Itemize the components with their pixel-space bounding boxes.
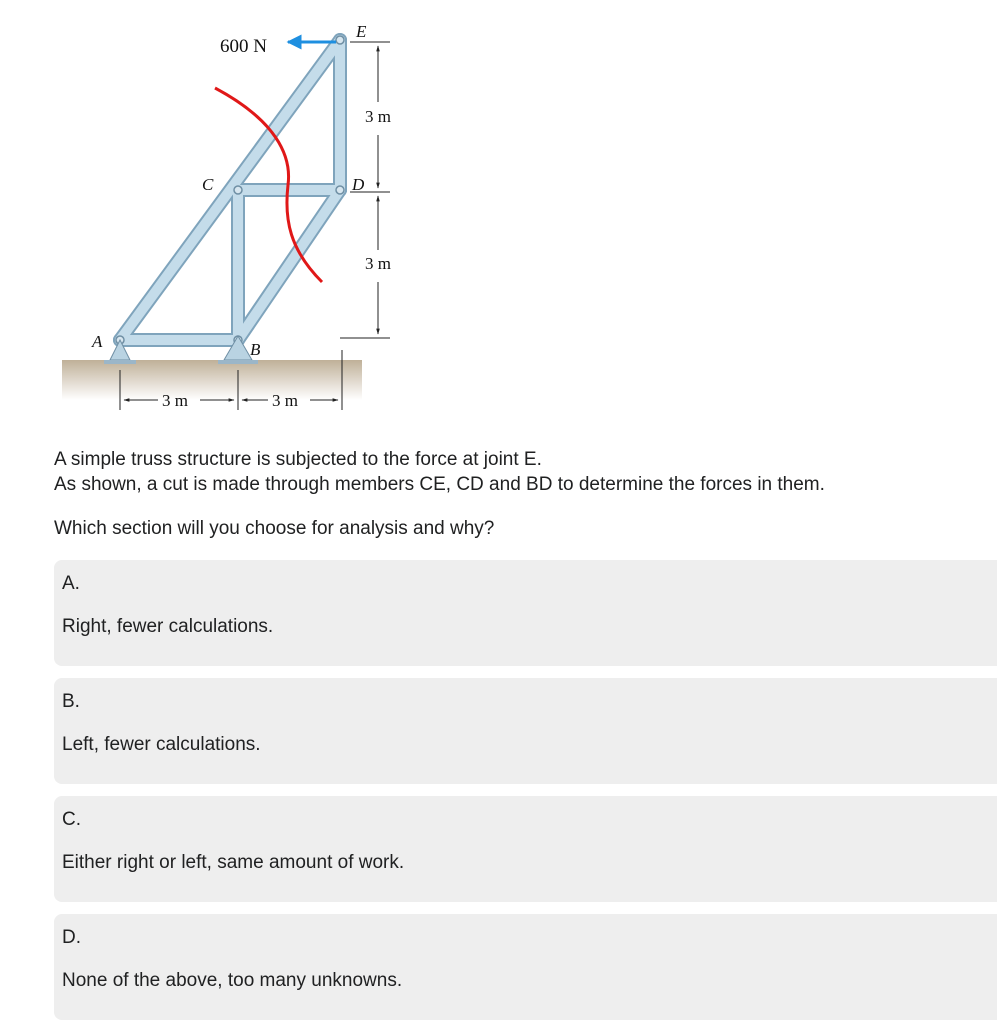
option-a[interactable] [54, 560, 997, 666]
vertical-dimension [340, 42, 390, 338]
option-c[interactable] [54, 796, 997, 902]
dimension-label-vertical-top: 3 m [365, 107, 391, 126]
ground [62, 360, 362, 400]
question-prompt: Which section will you choose for analysis and why? [54, 518, 495, 539]
option-b-letter: B. [62, 691, 80, 712]
truss-figure [60, 10, 420, 430]
force-label: 600 N [220, 36, 267, 57]
question-line-2: As shown, a cut is made through members CE, CD and BD to determine the forces in them. [54, 474, 825, 495]
option-a-text: Right, fewer calculations. [62, 616, 274, 637]
joint-label-b: B [250, 340, 261, 359]
answer-options [54, 560, 997, 1032]
question-line-1: A simple truss structure is subjected to the force at joint E. [54, 449, 542, 470]
dimension-label-horizontal-right: 3 m [272, 391, 298, 410]
option-d-letter: D. [62, 927, 81, 948]
option-d-text: None of the above, too many unknowns. [62, 970, 403, 991]
option-c-letter: C. [62, 809, 81, 830]
option-b[interactable] [54, 678, 997, 784]
option-b-text: Left, fewer calculations. [62, 734, 261, 755]
truss-diagram [60, 10, 420, 430]
joint-label-e: E [356, 22, 367, 41]
option-a-letter: A. [62, 573, 80, 594]
dimension-label-horizontal-left: 3 m [162, 391, 188, 410]
option-d[interactable] [54, 914, 997, 1020]
option-c-text: Either right or left, same amount of work. [62, 852, 405, 873]
joint-label-a: A [92, 332, 103, 351]
question-text [54, 447, 984, 497]
dimension-label-vertical-bottom: 3 m [365, 254, 391, 273]
joint-label-d: D [352, 175, 365, 194]
joint-label-c: C [202, 175, 214, 194]
